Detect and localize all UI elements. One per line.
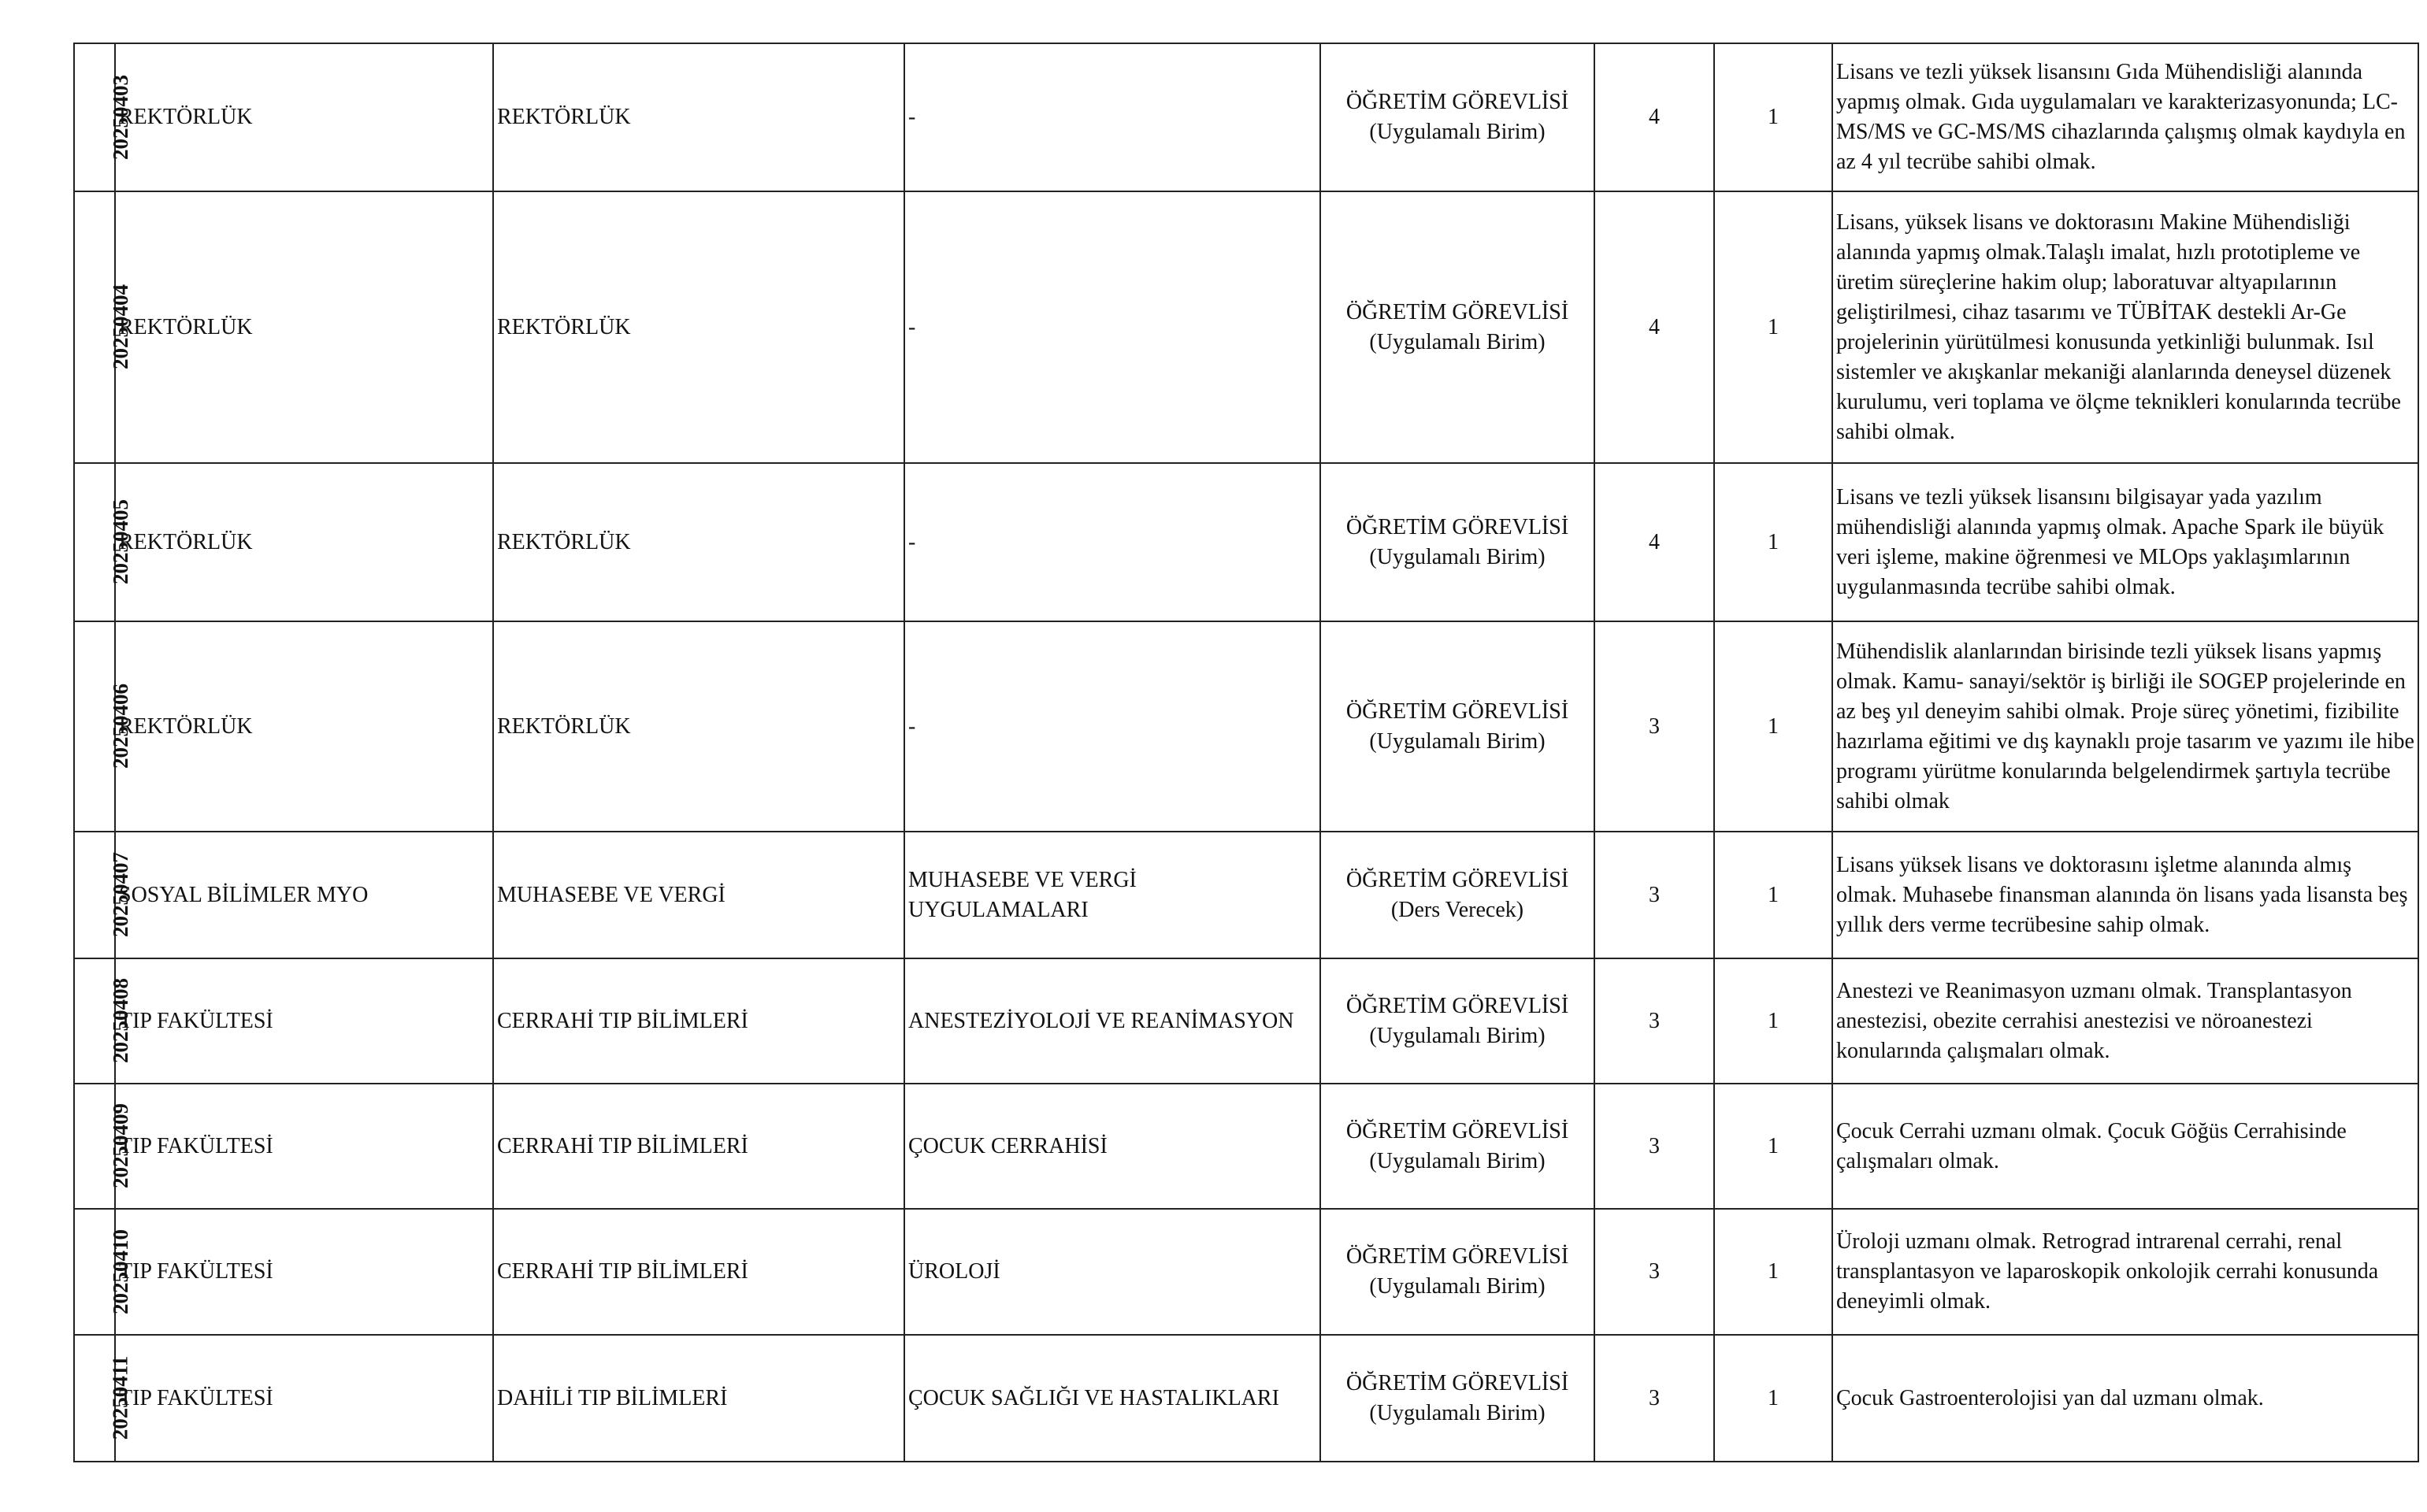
table-row — [74, 832, 2418, 958]
title-sub: (Uygulamalı Birim) — [1369, 1023, 1546, 1048]
department-cell: CERRAHİ TIP BİLİMLERİ — [493, 1084, 904, 1209]
requirement-cell: Mühendislik alanlarından birisinde tezli yüksek lisans yapmış olmak. Kamu- sanayi/sektör iş birliği ile SOGEP projelerinde en az beş yıl deneyim sahibi olmak. Proje süreç yönetimi, fizibilite hazırlama eğitimi ve dış kaynaklı proje tasarım ve yazımı ile hibe programı yürütme konularında belgelendirmek şartıyla tecrübe sahibi olmak — [1832, 621, 2418, 832]
position-id: 20250404 — [109, 284, 132, 369]
title-cell — [1320, 1084, 1594, 1209]
position-id: 20250406 — [109, 684, 132, 769]
program-cell: ÇOCUK CERRAHİSİ — [904, 1084, 1320, 1209]
degree-cell: 3 — [1594, 621, 1714, 832]
requirement-cell: Çocuk Cerrahi uzmanı olmak. Çocuk Göğüs Cerrahisinde çalışmaları olmak. — [1832, 1084, 2418, 1209]
position-id: 20250408 — [109, 978, 132, 1063]
title: ÖĞRETİM GÖREVLİSİ — [1345, 993, 1569, 1018]
table-row — [74, 43, 2418, 191]
program-cell: ANESTEZİYOLOJİ VE REANİMASYON — [904, 958, 1320, 1084]
count-cell: 1 — [1714, 191, 1832, 463]
department-cell: REKTÖRLÜK — [493, 43, 904, 191]
position-id-cell — [74, 43, 132, 191]
title-sub: (Uygulamalı Birim) — [1369, 329, 1546, 354]
title: ÖĞRETİM GÖREVLİSİ — [1345, 1370, 1569, 1395]
degree-cell: 3 — [1594, 1335, 1714, 1462]
title: ÖĞRETİM GÖREVLİSİ — [1345, 90, 1569, 114]
position-id-cell — [74, 958, 132, 1084]
department-cell: REKTÖRLÜK — [493, 191, 904, 463]
count-cell: 1 — [1714, 43, 1832, 191]
table-row — [74, 1335, 2418, 1462]
title: ÖĞRETİM GÖREVLİSİ — [1345, 867, 1569, 892]
department-cell: REKTÖRLÜK — [493, 621, 904, 832]
requirement-cell: Lisans ve tezli yüksek lisansını Gıda Mühendisliği alanında yapmış olmak. Gıda uygulamaları ve karakterizasyonunda; LC-MS/MS ve GC-MS/MS cihazlarında çalışmış olmak kaydıyla en az 4 yıl tecrübe sahibi olmak. — [1832, 43, 2418, 191]
unit-cell: REKTÖRLÜK — [115, 43, 493, 191]
degree-cell: 3 — [1594, 1084, 1714, 1209]
program-cell: MUHASEBE VE VERGİ UYGULAMALARI — [904, 832, 1320, 958]
degree-cell: 4 — [1594, 463, 1714, 621]
title: ÖĞRETİM GÖREVLİSİ — [1345, 299, 1569, 324]
program-cell: - — [904, 191, 1320, 463]
position-id: 20250410 — [109, 1228, 132, 1314]
count-cell: 1 — [1714, 1335, 1832, 1462]
positions-table — [73, 43, 2419, 1462]
program-cell: ÇOCUK SAĞLIĞI VE HASTALIKLARI — [904, 1335, 1320, 1462]
title-sub: (Ders Verecek) — [1390, 897, 1524, 922]
title-sub: (Uygulamalı Birim) — [1369, 544, 1546, 569]
title-cell — [1320, 1209, 1594, 1335]
department-cell: MUHASEBE VE VERGİ — [493, 832, 904, 958]
program-cell: ÜROLOJİ — [904, 1209, 1320, 1335]
unit-cell: TIP FAKÜLTESİ — [115, 1084, 493, 1209]
degree-cell: 4 — [1594, 43, 1714, 191]
program-cell: - — [904, 43, 1320, 191]
program-cell: - — [904, 463, 1320, 621]
requirement-cell: Lisans yüksek lisans ve doktorasını işletme alanında almış olmak. Muhasebe finansman alanında ön lisans yada lisansta beş yıllık ders verme tecrübesine sahip olmak. — [1832, 832, 2418, 958]
requirement-cell: Lisans ve tezli yüksek lisansını bilgisayar yada yazılım mühendisliği alanında yapmış olmak. Apache Spark ile büyük veri işleme, makine öğrenmesi ve MLOps yaklaşımlarının uygulanmasında tecrübe sahibi olmak. — [1832, 463, 2418, 621]
unit-cell: TIP FAKÜLTESİ — [115, 1335, 493, 1462]
title: ÖĞRETİM GÖREVLİSİ — [1345, 699, 1569, 724]
table-row — [74, 191, 2418, 463]
title: ÖĞRETİM GÖREVLİSİ — [1345, 514, 1569, 539]
degree-cell: 3 — [1594, 958, 1714, 1084]
title: ÖĞRETİM GÖREVLİSİ — [1345, 1118, 1569, 1143]
unit-cell: TIP FAKÜLTESİ — [115, 1209, 493, 1335]
title-cell — [1320, 43, 1594, 191]
position-id: 20250407 — [109, 852, 132, 937]
position-id-cell — [74, 463, 132, 621]
department-cell: CERRAHİ TIP BİLİMLERİ — [493, 958, 904, 1084]
title-cell — [1320, 832, 1594, 958]
program-cell: - — [904, 621, 1320, 832]
position-id: 20250405 — [109, 499, 132, 584]
table-row — [74, 1209, 2418, 1335]
title-sub: (Uygulamalı Birim) — [1369, 1400, 1546, 1425]
title-cell — [1320, 463, 1594, 621]
unit-cell: REKTÖRLÜK — [115, 621, 493, 832]
position-id: 20250411 — [108, 1355, 132, 1440]
requirement-cell: Anestezi ve Reanimasyon uzmanı olmak. Transplantasyon anestezisi, obezite cerrahisi anestezisi ve nöroanestezi konularında çalışmaları olmak. — [1832, 958, 2418, 1084]
unit-cell: REKTÖRLÜK — [115, 463, 493, 621]
requirement-cell: Çocuk Gastroenterolojisi yan dal uzmanı olmak. — [1832, 1335, 2418, 1462]
position-id-cell — [74, 1335, 132, 1462]
count-cell: 1 — [1714, 832, 1832, 958]
requirement-cell: Lisans, yüksek lisans ve doktorasını Makine Mühendisliği alanında yapmış olmak.Talaşlı imalat, hızlı prototipleme ve üretim süreçlerine hakim olup; laboratuvar altyapılarının geliştirilmesi, cihaz tasarımı ve TÜBİTAK destekli Ar-Ge projelerinin yürütülmesi konusunda yetkinliği bulunmak. Isıl sistemler ve akışkanlar mekaniği alanlarında deneysel düzenek kurulumu, veri toplama ve ölçme teknikleri konularında tecrübe sahibi olmak. — [1832, 191, 2418, 463]
department-cell: CERRAHİ TIP BİLİMLERİ — [493, 1209, 904, 1335]
title: ÖĞRETİM GÖREVLİSİ — [1345, 1244, 1569, 1269]
title-cell — [1320, 621, 1594, 832]
degree-cell: 3 — [1594, 832, 1714, 958]
position-id-cell — [74, 832, 132, 958]
position-id: 20250409 — [109, 1103, 132, 1188]
table-row — [74, 621, 2418, 832]
unit-cell: REKTÖRLÜK — [115, 191, 493, 463]
title-cell — [1320, 958, 1594, 1084]
count-cell: 1 — [1714, 1084, 1832, 1209]
count-cell: 1 — [1714, 621, 1832, 832]
position-id-cell — [74, 621, 132, 832]
requirement-cell: Üroloji uzmanı olmak. Retrograd intrarenal cerrahi, renal transplantasyon ve laparoskopik onkolojik cerrahi konusunda deneyimli olmak. — [1832, 1209, 2418, 1335]
degree-cell: 4 — [1594, 191, 1714, 463]
title-cell — [1320, 1335, 1594, 1462]
title-sub: (Uygulamalı Birim) — [1369, 120, 1546, 144]
table-row — [74, 1084, 2418, 1209]
count-cell: 1 — [1714, 1209, 1832, 1335]
count-cell: 1 — [1714, 463, 1832, 621]
department-cell: REKTÖRLÜK — [493, 463, 904, 621]
unit-cell: SOSYAL BİLİMLER MYO — [115, 832, 493, 958]
table-row — [74, 958, 2418, 1084]
title-sub: (Uygulamalı Birim) — [1369, 1274, 1546, 1299]
title-sub: (Uygulamalı Birim) — [1369, 1148, 1546, 1173]
position-id-cell — [74, 1084, 132, 1209]
position-id-cell — [74, 191, 132, 463]
title-cell — [1320, 191, 1594, 463]
position-id-cell — [74, 1209, 132, 1335]
table-row — [74, 463, 2418, 621]
department-cell: DAHİLİ TIP BİLİMLERİ — [493, 1335, 904, 1462]
degree-cell: 3 — [1594, 1209, 1714, 1335]
count-cell: 1 — [1714, 958, 1832, 1084]
position-id: 20250403 — [109, 74, 132, 160]
title-sub: (Uygulamalı Birim) — [1369, 728, 1546, 754]
unit-cell: TIP FAKÜLTESİ — [115, 958, 493, 1084]
